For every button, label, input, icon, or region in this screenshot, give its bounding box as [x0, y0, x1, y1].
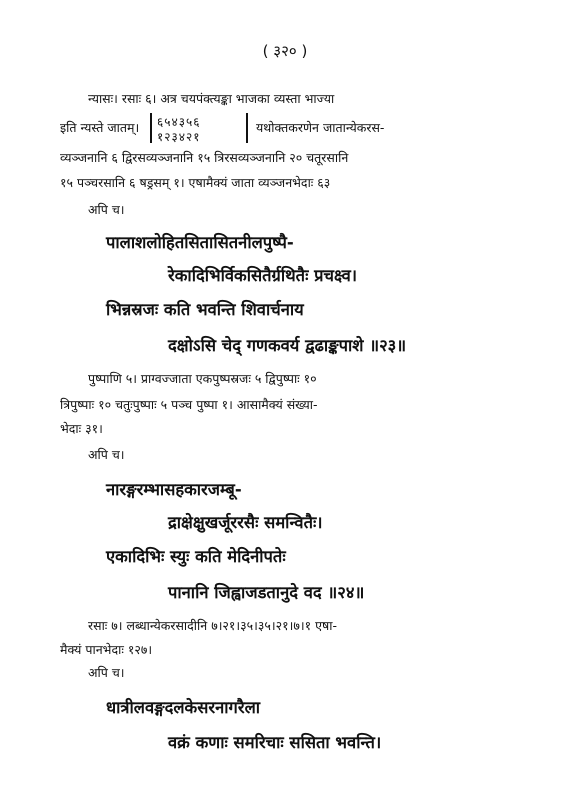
page-number: ( ३२० )	[262, 42, 308, 60]
verse-line: नारङ्गरम्भासहकारजम्बू-	[106, 480, 242, 499]
prose-line: भेदाः ३१।	[60, 421, 103, 436]
prose-line: मैक्यं पानभेदाः १२७।	[60, 642, 153, 657]
verse-line: पानानि जिह्वाजडतानुदे वद ॥२४॥	[168, 583, 365, 602]
verse-line: द्राक्षेक्षुखर्जूररसैः समन्वितैः।	[168, 513, 323, 532]
verse-line: एकादिभिः स्युः कति मेदिनीपतेः	[106, 547, 286, 566]
verse-line: दक्षोऽसि चेद् गणकवर्य द्वढाङ्कपाशे ॥२३॥	[168, 336, 407, 355]
section-marker: अपि च।	[88, 447, 125, 462]
section-marker: अपि च।	[88, 665, 125, 680]
prose-line: पुष्पाणि ५। प्राग्वज्जाता एकपुष्पस्रजः ५ द्विपुष्पाः १०	[88, 371, 317, 386]
prose-line: रसाः ७। लब्धान्येकरसादीनि ७।२१।३५।३५।२१।७।१ एषा-	[88, 618, 337, 633]
prose-line: यथोक्तकरणेन जातान्येकरस-	[256, 120, 385, 135]
verse-line: रेकादिभिर्विकसितैर्ग्रथितैः प्रचक्ष्व।	[168, 266, 358, 285]
matrix-left-bracket	[150, 113, 152, 143]
prose-line: त्रिपुष्पाः १० चतुःपुष्पाः ५ पञ्च पुष्पा १। आसामैक्यं संख्या-	[60, 397, 318, 412]
verse-line: पालाशलोहितसितासितनीलपुष्पै-	[106, 233, 294, 252]
section-marker: अपि च।	[88, 202, 125, 217]
prose-line: इति न्यस्ते जातम्।	[60, 120, 140, 135]
prose-line: १५ पञ्चरसानि ६ षड्रसम् १। एषामैक्यं जाता व्यञ्जनभेदाः ६३	[60, 175, 331, 190]
verse-line: भिन्नस्रजः कति भवन्ति शिवार्चनाय	[106, 300, 304, 319]
verse-line: धात्रीलवङ्गदलकेसरनागरैला	[106, 698, 261, 717]
matrix-bottom-row: १२३४२१	[157, 130, 201, 144]
chain-number-matrix	[157, 115, 200, 145]
prose-line: व्यञ्जनानि ६ द्विरसव्यञ्जनानि १५ त्रिरसव्यञ्जनानि २० चतूरसानि	[60, 150, 349, 165]
matrix-right-bracket	[246, 113, 248, 143]
verse-line: वक्रं कणाः समरिचाः ससिता भवन्ति।	[168, 733, 382, 752]
prose-line: न्यासः। रसाः ६। अत्र चयपंक्त्यङ्का भाजका व्यस्ता भाज्या	[88, 91, 335, 106]
matrix-top-row: ६५४३५६	[157, 115, 201, 129]
